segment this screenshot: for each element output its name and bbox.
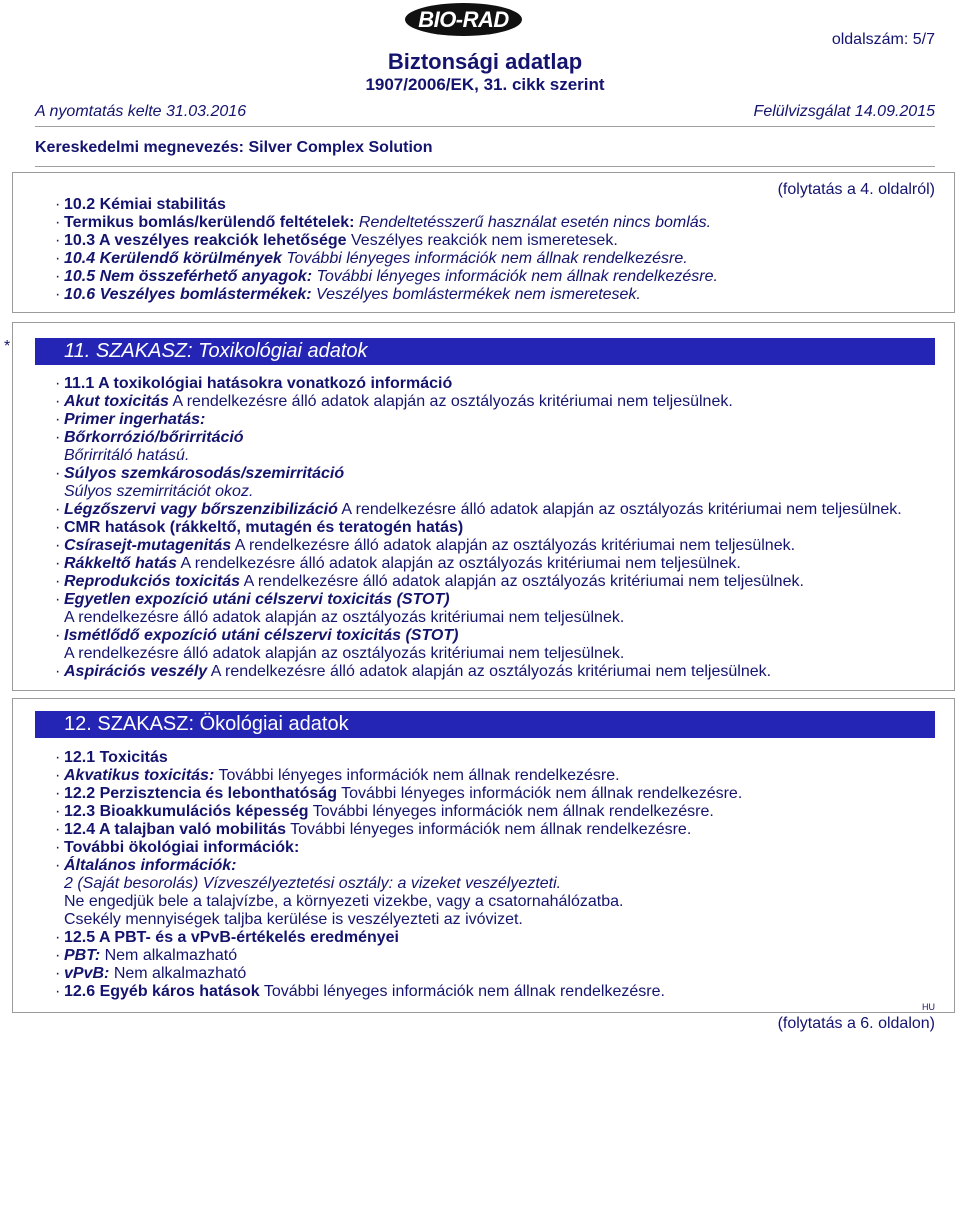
- item-text: További lényeges információk nem állnak rendelkezésre.: [286, 250, 688, 267]
- bullet: ·: [55, 411, 61, 428]
- bullet: ·: [55, 929, 61, 946]
- item-label: Légzőszervi vagy bőrszenzibilizáció: [64, 501, 338, 518]
- line-12-5: [55, 929, 742, 947]
- item-label: 12.2 Perzisztencia és lebonthatóság: [64, 785, 337, 802]
- bullet: ·: [55, 214, 61, 231]
- bullet: ·: [55, 250, 61, 267]
- item-label: 10.6 Veszélyes bomlástermékek:: [64, 286, 312, 303]
- item-label: Csírasejt-mutagenitás: [64, 537, 232, 554]
- bullet: ·: [55, 429, 61, 446]
- bullet: ·: [55, 537, 61, 554]
- item-label: 10.2 Kémiai stabilitás: [64, 196, 226, 213]
- item-label: Termikus bomlás/kerülendő feltételek:: [64, 214, 355, 231]
- line-12-1: [55, 749, 742, 767]
- item-label: 10.5 Nem összeférhető anyagok:: [64, 268, 313, 285]
- document-title: Biztonsági adatlap: [387, 49, 583, 74]
- item-text: Veszélyes bomlástermékek nem ismeretesek.: [316, 286, 641, 303]
- line-germ-cell-mutagenicity: [55, 537, 902, 555]
- bullet: ·: [55, 821, 61, 838]
- item-label: 12.5 A PBT- és a vPvB-értékelés eredményei: [64, 929, 399, 946]
- line-12-4: [55, 821, 742, 839]
- bullet: ·: [55, 749, 61, 766]
- bullet: ·: [55, 785, 61, 802]
- bullet: ·: [55, 803, 61, 820]
- page-number: oldalszám: 5/7: [831, 31, 935, 48]
- item-text: 2 (Saját besorolás) Vízveszélyeztetési osztály: a vizeket veszélyezteti.: [64, 875, 562, 892]
- print-date: A nyomtatás kelte 31.03.2016: [35, 103, 247, 120]
- line-carcinogenicity: [55, 555, 902, 573]
- line-sensitisation: [55, 501, 902, 519]
- section-12-heading: 12. SZAKASZ: Ökológiai adatok: [35, 711, 935, 738]
- continued-on-note: (folytatás a 6. oldalon): [777, 1015, 935, 1032]
- line-10-2: [55, 196, 718, 214]
- line-general-info: [55, 857, 742, 875]
- line-stot-single: [55, 591, 902, 609]
- line-further-ecological-info: [55, 839, 742, 857]
- item-label: További ökológiai információk:: [64, 839, 300, 856]
- item-text: További lényeges információk nem állnak rendelkezésre.: [312, 803, 714, 820]
- bullet: ·: [55, 947, 61, 964]
- line-do-not-release: [55, 893, 742, 911]
- document-subtitle: 1907/2006/EK, 31. cikk szerint: [365, 75, 605, 94]
- item-label: 11.1 A toxikológiai hatásokra vonatkozó információ: [64, 375, 453, 392]
- bullet: ·: [55, 983, 61, 1000]
- line-water-hazard-class: [55, 875, 742, 893]
- item-text: Rendeltetésszerű használat esetén nincs bomlás.: [358, 214, 712, 231]
- bullet: ·: [55, 591, 61, 608]
- header-divider: [35, 166, 935, 167]
- item-label: 10.4 Kerülendő körülmények: [64, 250, 282, 267]
- bio-rad-logo: BIO-RAD: [405, 3, 522, 36]
- trade-name: Kereskedelmi megnevezés: Silver Complex Solution: [35, 139, 433, 156]
- bullet: ·: [55, 965, 61, 982]
- item-label: Egyetlen expozíció utáni célszervi toxicitás (STOT): [64, 591, 450, 608]
- section-11-lines: [55, 375, 902, 681]
- language-code: HU: [922, 1002, 935, 1012]
- item-label: CMR hatások (rákkeltő, mutagén és teratogén hatás): [64, 519, 464, 536]
- item-label: vPvB:: [64, 965, 110, 982]
- item-label: PBT:: [64, 947, 101, 964]
- revision-date: Felülvizsgálat 14.09.2015: [753, 103, 935, 120]
- line-stot-single-value: [55, 609, 902, 627]
- line-12-3: [55, 803, 742, 821]
- line-reproductive-toxicity: [55, 573, 902, 591]
- bullet: ·: [55, 555, 61, 572]
- line-vpvb: [55, 965, 742, 983]
- item-text: Veszélyes reakciók nem ismeretesek.: [351, 232, 618, 249]
- item-text: Ne engedjük bele a talajvízbe, a környezeti vizekbe, vagy a csatornahálózatba.: [64, 893, 624, 910]
- item-text: Nem alkalmazható: [113, 965, 247, 982]
- item-text: A rendelkezésre álló adatok alapján az osztályozás kritériumai nem teljesülnek.: [64, 645, 625, 662]
- item-text: A rendelkezésre álló adatok alapján az osztályozás kritériumai nem teljesülnek.: [172, 393, 733, 410]
- line-12-2: [55, 785, 742, 803]
- bullet: ·: [55, 286, 61, 303]
- section-11-heading: 11. SZAKASZ: Toxikológiai adatok: [35, 338, 935, 365]
- item-text: További lényeges információk nem állnak rendelkezésre.: [290, 821, 692, 838]
- line-stot-repeated-value: [55, 645, 902, 663]
- item-text: Csekély mennyiségek taljba kerülése is veszélyezteti az ivóvizet.: [64, 911, 523, 928]
- item-label: Ismétlődő expozíció utáni célszervi toxicitás (STOT): [64, 627, 459, 644]
- item-text: Nem alkalmazható: [104, 947, 238, 964]
- bullet: ·: [55, 767, 61, 784]
- item-label: 12.6 Egyéb káros hatások: [64, 983, 260, 1000]
- line-stot-repeated: [55, 627, 902, 645]
- item-label: 12.1 Toxicitás: [64, 749, 168, 766]
- item-label: 10.3 A veszélyes reakciók lehetősége: [64, 232, 347, 249]
- line-cmr-effects: [55, 519, 902, 537]
- item-text: További lényeges információk nem állnak rendelkezésre.: [316, 268, 718, 285]
- line-skin-corrosion: [55, 429, 902, 447]
- item-label: Akut toxicitás: [64, 393, 169, 410]
- item-label: Bőrkorrózió/bőrirritáció: [64, 429, 244, 446]
- line-eye-damage-value: [55, 483, 902, 501]
- bullet: ·: [55, 465, 61, 482]
- bullet: ·: [55, 627, 61, 644]
- item-text: További lényeges információk nem állnak rendelkezésre.: [263, 983, 665, 1000]
- header-divider: [35, 126, 935, 127]
- bullet: ·: [55, 839, 61, 856]
- line-10-3: [55, 232, 718, 250]
- item-text: A rendelkezésre álló adatok alapján az osztályozás kritériumai nem teljesülnek.: [234, 537, 796, 554]
- line-pbt: [55, 947, 742, 965]
- item-label: 12.4 A talajban való mobilitás: [64, 821, 286, 838]
- line-primary-irritation: [55, 411, 902, 429]
- bullet: ·: [55, 573, 61, 590]
- item-label: Súlyos szemkárosodás/szemirritáció: [64, 465, 345, 482]
- bullet: ·: [55, 375, 61, 392]
- item-text: További lényeges információk nem állnak rendelkezésre.: [218, 767, 620, 784]
- item-label: Primer ingerhatás:: [64, 411, 206, 428]
- bullet: ·: [55, 857, 61, 874]
- item-text: Bőrirritáló hatású.: [64, 447, 190, 464]
- bullet: ·: [55, 501, 61, 518]
- item-text: A rendelkezésre álló adatok alapján az osztályozás kritériumai nem teljesülnek.: [180, 555, 741, 572]
- bullet: ·: [55, 232, 61, 249]
- bullet: ·: [55, 268, 61, 285]
- line-12-6: [55, 983, 742, 1001]
- line-10-6: [55, 286, 718, 304]
- item-text: A rendelkezésre álló adatok alapján az osztályozás kritériumai nem teljesülnek.: [210, 663, 772, 680]
- line-eye-damage: [55, 465, 902, 483]
- item-text: A rendelkezésre álló adatok alapján az osztályozás kritériumai nem teljesülnek.: [341, 501, 902, 518]
- item-label: Rákkeltő hatás: [64, 555, 177, 572]
- section-10-lines: [55, 196, 718, 304]
- section-12-lines: [55, 749, 742, 1001]
- item-label: Akvatikus toxicitás:: [64, 767, 215, 784]
- bullet: ·: [55, 196, 61, 213]
- item-label: Aspirációs veszély: [64, 663, 208, 680]
- bullet: ·: [55, 519, 61, 536]
- continued-from-note: (folytatás a 4. oldalról): [777, 181, 935, 198]
- line-drinking-water: [55, 911, 742, 929]
- line-10-5: [55, 268, 718, 286]
- item-label: Általános információk:: [64, 857, 237, 874]
- bullet: ·: [55, 393, 61, 410]
- line-aspiration-hazard: [55, 663, 902, 681]
- change-marker: *: [4, 338, 11, 355]
- item-text: Súlyos szemirritációt okoz.: [64, 483, 254, 500]
- bullet: ·: [55, 663, 61, 680]
- line-10-4: [55, 250, 718, 268]
- item-text: További lényeges információk nem állnak rendelkezésre.: [341, 785, 743, 802]
- item-label: Reprodukciós toxicitás: [64, 573, 241, 590]
- line-aquatic-toxicity: [55, 767, 742, 785]
- item-text: A rendelkezésre álló adatok alapján az osztályozás kritériumai nem teljesülnek.: [243, 573, 804, 590]
- line-11-1: [55, 375, 902, 393]
- line-acute-toxicity: [55, 393, 902, 411]
- line-skin-corrosion-value: [55, 447, 902, 465]
- line-thermal-decomposition: [55, 214, 718, 232]
- item-text: A rendelkezésre álló adatok alapján az osztályozás kritériumai nem teljesülnek.: [64, 609, 625, 626]
- item-label: 12.3 Bioakkumulációs képesség: [64, 803, 309, 820]
